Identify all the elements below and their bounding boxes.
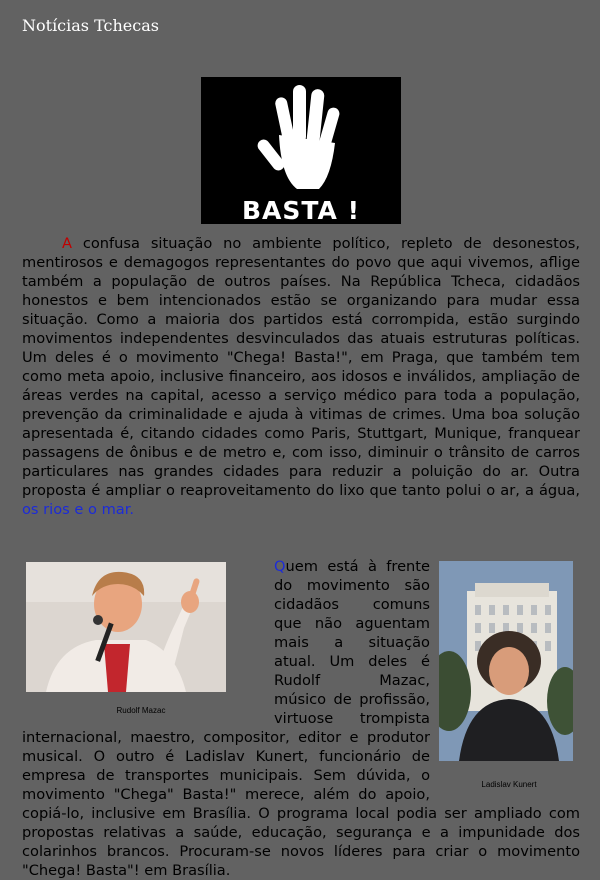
dropcap: Q (274, 558, 286, 575)
page-title: Notícias Tchecas (22, 16, 159, 35)
banner-text: BASTA ! (242, 196, 360, 225)
dropcap: A (62, 235, 72, 252)
paragraph-text: uem está à frente do movimento são cidadãos comuns que não aguentam mais a situação atual. Um deles é Rudolf Mazac, músico de profissão, virtuose trompista internacional, maestro, compositor, editor e produtor musical. O outro é Ladislav Kunert, funcionário de empresa de transportes municipais. Sem dúvida, o movimento "Chega" Basta!" merece, além do apoio, copiá-lo, inclusive em Brasília. O programa local podia ser ampliado com propostas relativas a saúde, educação, segurança e a impunidade dos colarinhos brancos. Procuram-se novos líderes para criar o movimento "Chega! Basta"! em Brasília. (22, 558, 580, 879)
rudolf-mazac-photo (26, 562, 226, 692)
basta-banner (201, 77, 401, 224)
inline-link[interactable]: os rios e o mar. (22, 501, 135, 518)
photo-caption: Rudolf Mazac (116, 706, 166, 715)
ladislav-kunert-photo (439, 561, 573, 761)
article-paragraph-2 (22, 557, 580, 880)
figure-ladislav-kunert (438, 561, 580, 789)
paragraph-text: confusa situação no ambiente político, repleto de desonestos, mentirosos e demagogos representantes do povo que aqui vivemos, aflige também a população de outros países. Na República Tcheca, cidadãos honestos e bem intencionados estão se organizando para mudar essa situação. Como a maioria dos partidos está corrompida, estão surgindo movimentos independentes desvinculados das atuais estruturas políticas. Um deles é o movimento "Chega! Basta!", em Praga, que também tem como meta apoio, inclusive financeiro, aos idosos e inválidos, ampliação de áreas verdes na capital, acesso a serviço médico para toda a população, prevenção da criminalidade e ajuda à vitimas de crimes. Uma boa solução apresentada é, citando cidades como Paris, Stuttgart, Munique, franquear passagens de ônibus e de metro e, com isso, diminuir o trânsito de carros particulares nas grandes cidades para reduzir a poluição do ar. Outra proposta é ampliar o reaproveitamento do lixo que tanto polui o ar, a água, (22, 235, 580, 499)
figure-rudolf-mazac (22, 557, 260, 717)
photo-caption: Ladislav Kunert (481, 780, 537, 789)
article-paragraph-1 (22, 234, 580, 519)
